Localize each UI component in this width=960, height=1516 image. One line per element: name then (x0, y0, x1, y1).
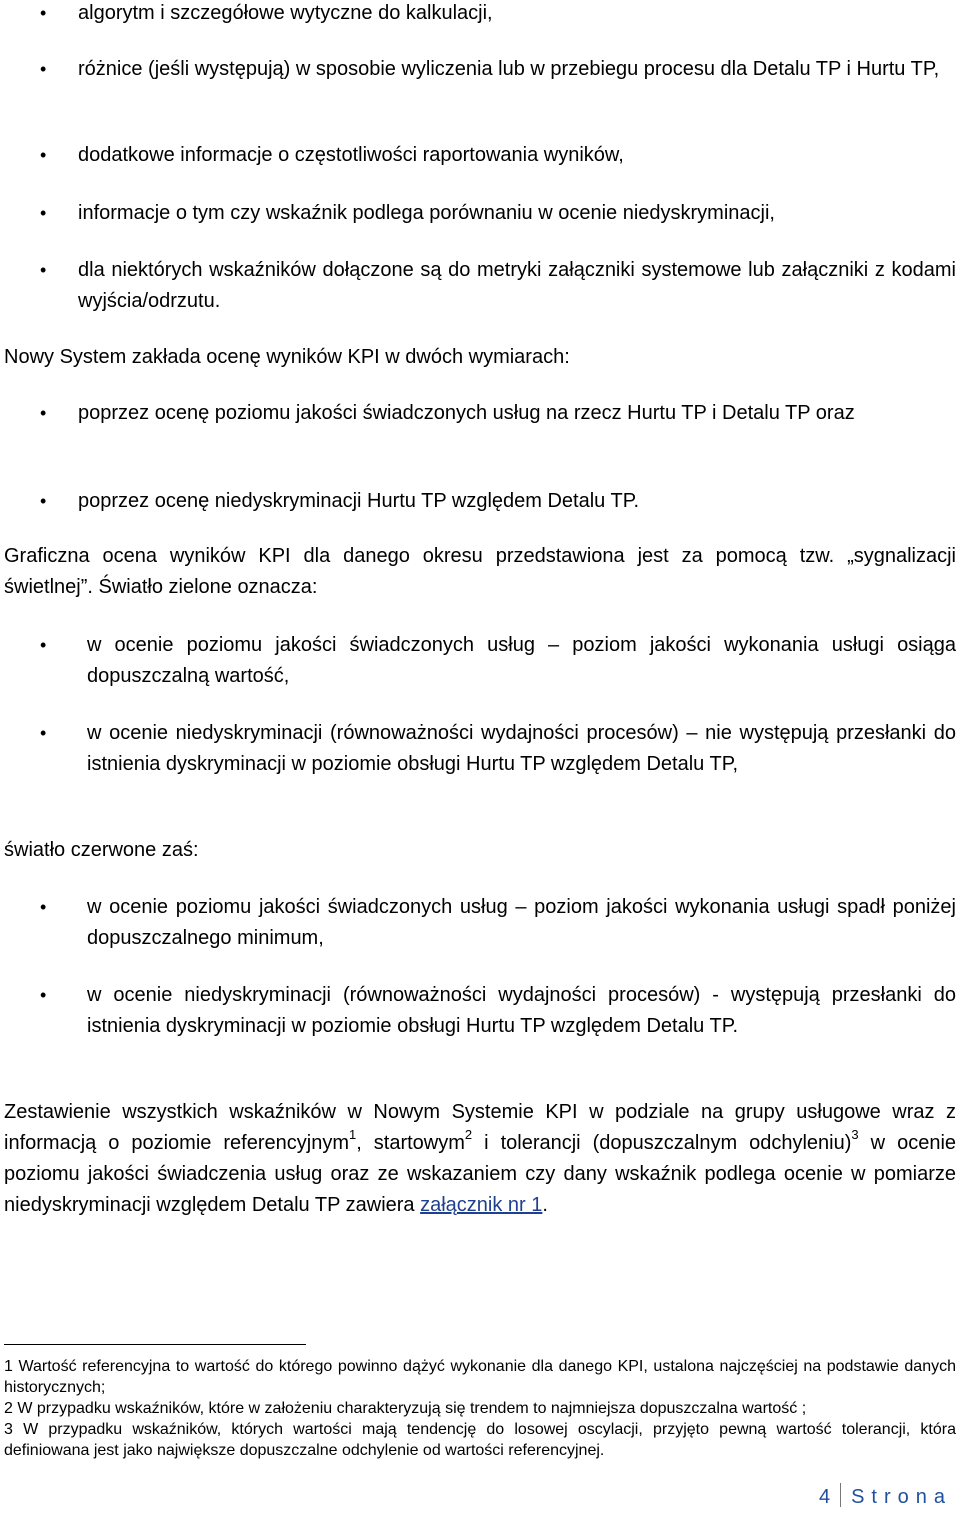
bullet-dot-icon: • (40, 59, 47, 79)
list-item: • w ocenie poziomu jakości świadczonych usług – poziom jakości wykonania usługi spadł poniżej dopuszczalnego minimum, (0, 892, 960, 954)
footer-divider (840, 1483, 841, 1507)
bullet-dot-icon: • (40, 203, 47, 223)
list-item: • poprzez ocenę poziomu jakości świadczonych usług na rzecz Hurtu TP i Detalu TP oraz (0, 398, 960, 429)
page-label: Strona (851, 1486, 952, 1508)
list-item: • algorytm i szczegółowe wytyczne do kalkulacji, (0, 0, 960, 29)
list-item: • dodatkowe informacje o częstotliwości raportowania wyników, (0, 140, 960, 171)
list-item: • różnice (jeśli występują) w sposobie wyliczenia lub w przebiegu procesu dla Detalu TP i Hurtu TP, (0, 54, 960, 85)
list-item: • poprzez ocenę niedyskryminacji Hurtu TP względem Detalu TP. (0, 486, 960, 517)
bullet-dot-icon: • (40, 985, 47, 1005)
list-item: • dla niektórych wskaźników dołączone są do metryki załączniki systemowe lub załączniki z kodami wyjścia/odrzutu. (0, 255, 960, 317)
paragraph-signal: Graficzna ocena wyników KPI dla danego okresu przedstawiona jest za pomocą tzw. „sygnalizacji świetlnej”. Światło zielone oznacza: (4, 545, 956, 598)
paragraph-kpi-dimensions: Nowy System zakłada ocenę wyników KPI w dwóch wymiarach: (4, 346, 570, 368)
footnotes (4, 1356, 956, 1461)
bullet-dot-icon: • (40, 145, 47, 165)
paragraph-summary: Zestawienie wszystkich wskaźników w Nowym Systemie KPI w podziale na grupy usługowe wraz z informacją o poziomie referencyjnym$^1$, startowym$^2$ i tolerancji (dopuszczalnym odchyleniu)$^3$ w ocenie poziomu jakości świadczenia usług oraz ze wskazaniem czy dany wskaźnik podlega ocenie w pomiarze niedyskryminacji względem Detalu TP zawiera załącznik nr 1. (4, 1101, 957, 1216)
bullet-dot-icon: • (40, 491, 47, 511)
bullet-dot-icon: • (40, 260, 47, 280)
paragraph-red: światło czerwone zaś: (4, 839, 199, 861)
footnote-3: 3 W przypadku wskaźników, których wartości mają tendencję do losowej oscylacji, przyjęto pewną wartość tolerancji, która definiowana jest jako największe dopuszczalne odchylenie od wartości referencyjnej. (4, 1421, 956, 1459)
bullet-dot-icon: • (40, 897, 47, 917)
bullet-dot-icon: • (40, 723, 47, 743)
list-item: • w ocenie niedyskryminacji (równoważności wydajności procesów) – nie występują przesłanki do istnienia dyskryminacji w poziomie obsługi Hurtu TP względem Detalu TP, (0, 718, 960, 780)
bullet-dot-icon: • (40, 403, 47, 423)
bullet-dot-icon: • (40, 3, 47, 23)
footnote-1: 1 Wartość referencyjna to wartość do którego powinno dążyć wykonanie dla danego KPI, ustalona najczęściej na podstawie danych historycznych; (4, 1358, 956, 1396)
footnote-separator (4, 1344, 306, 1345)
bullet-dot-icon: • (40, 635, 47, 655)
page-number: 4 (818, 1486, 831, 1508)
list-item: • w ocenie poziomu jakości świadczonych usług – poziom jakości wykonania usługi osiąga dopuszczalną wartość, (0, 630, 960, 692)
footnote-ref-2[interactable]: 2 (464, 1127, 473, 1143)
footnote-2: 2 W przypadku wskaźników, które w założeniu charakteryzują się trendem to najmniejsza dopuszczalna wartość ; (4, 1400, 807, 1417)
list-item: • informacje o tym czy wskaźnik podlega porównaniu w ocenie niedyskryminacji, (0, 198, 960, 229)
list-item: • w ocenie niedyskryminacji (równoważności wydajności procesów) - występują przesłanki do istnienia dyskryminacji w poziomie obsługi Hurtu TP względem Detalu TP. (0, 980, 960, 1042)
page-footer (819, 1483, 952, 1511)
attachment-link[interactable]: załącznik nr 1 (420, 1194, 543, 1216)
footnote-ref-3[interactable]: 3 (851, 1127, 859, 1143)
footnote-ref-1[interactable]: 1 (349, 1127, 357, 1143)
